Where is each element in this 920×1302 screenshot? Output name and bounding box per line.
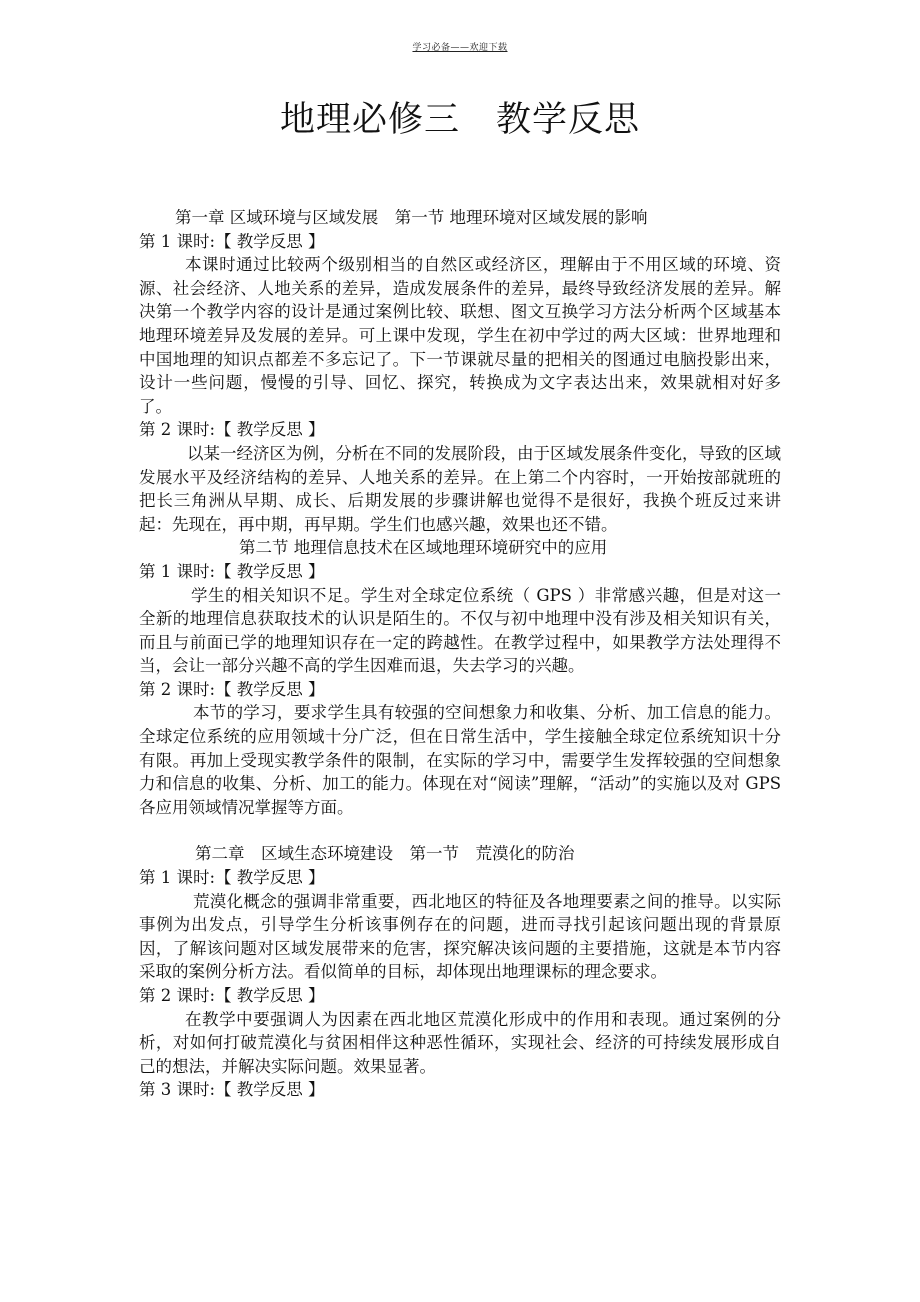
- ch1-lesson1-label: 第 1 课时:【 教学反思 】: [139, 231, 325, 251]
- ch2-lesson2-text: 在教学中要强调人为因素在西北地区荒漠化形成中的作用和表现。通过案例的分析，对如何打破荒漠化与贫困相伴这种恶性循环，实现社会、经济的可持续发展形成自己的想法，并解决实际问题。效果显著。: [139, 1009, 781, 1076]
- document-body: [139, 206, 781, 1102]
- ch1-lesson2-label: 第 2 课时:【 教学反思 】: [139, 420, 325, 440]
- spacer: [139, 819, 781, 842]
- ch1-lesson2-text: 以某一经济区为例，分析在不同的发展阶段，由于区域发展条件变化，导致的区域发展水平及经济结构的差异、人地关系的差异。在上第二个内容时，一开始按部就班的把长三角洲从早期、成长、后期发展的步骤讲解也觉得不是很好，我换个班反过来讲起：先现在，再中期，再早期。学生们也感兴趣，效果也还不错。: [139, 443, 781, 534]
- chapter1-heading: 第一章 区域环境与区域发展 第一节 地理环境对区域发展的影响: [175, 208, 648, 227]
- ch1-s2-lesson1-label: 第 1 课时:【 教学反思 】: [139, 561, 325, 581]
- ch2-lesson1-text: 荒漠化概念的强调非常重要，西北地区的特征及各地理要素之间的推导。以实际事例为出发点，引导学生分析该事例存在的问题，进而寻找引起该问题出现的背景原因，了解该问题对区域发展带来的危害，探究解决该问题的主要措施，这就是本节内容采取的案例分析方法。看似简单的目标，却体现出地理课标的理念要求。: [139, 891, 781, 982]
- ch1-s2-lesson2-text: 本节的学习，要求学生具有较强的空间想象力和收集、分析、加工信息的能力。全球定位系统的应用领域十分广泛，但在日常生活中，学生接触全球定位系统知识十分有限。再加上受现实教学条件的限制，在实际的学习中，需要学生发挥较强的空间想象力和信息的收集、分析、加工的能力。体现在对“阅读”理解，“活动”的实施以及对 GPS 各应用领域情况掌握等方面。: [139, 703, 781, 817]
- ch1-s2-lesson2-label: 第 2 课时:【 教学反思 】: [139, 679, 325, 699]
- ch2-lesson3-label: 第 3 课时:【 教学反思 】: [139, 1080, 325, 1100]
- ch2-lesson2-label: 第 2 课时:【 教学反思 】: [139, 986, 325, 1005]
- page-header-note: 学习必备——欢迎下载: [412, 43, 508, 53]
- chapter2-heading: 第二章 区域生态环境建设 第一节 荒漠化的防治: [195, 844, 575, 864]
- chapter1-section2-heading: 第二节 地理信息技术在区域地理环境研究中的应用: [239, 538, 608, 558]
- ch1-s2-lesson1-text: 学生的相关知识不足。学生对全球定位系统（ GPS ）非常感兴趣，但是对这一全新的地理信息获取技术的认识是陌生的。不仅与初中地理中没有涉及相关知识有关，而且与前面已学的地理知识存在一定的跨越性。在教学过程中，如果教学方法处理得不当，会让一部分兴趣不高的学生因难而退，失去学习的兴趣。: [139, 585, 781, 676]
- page-title: 地理必修三 教学反思: [279, 100, 640, 140]
- ch2-lesson1-label: 第 1 课时:【 教学反思 】: [139, 868, 325, 888]
- ch1-lesson1-text: 本课时通过比较两个级别相当的自然区或经济区，理解由于不用区域的环境、资源、社会经济、人地关系的差异，造成发展条件的差异，最终导致经济发展的差异。解决第一个教学内容的设计是通过案例比较、联想、图文互换学习方法分析两个区域基本地理环境差异及发展的差异。可上课中发现，学生在初中学过的两大区域：世界地理和中国地理的知识点都差不多忘记了。下一节课就尽量的把相关的图通过电脑投影出来，设计一些问题，慢慢的引导、回忆、探究，转换成为文字表达出来，效果就相对好多了。: [139, 255, 781, 416]
